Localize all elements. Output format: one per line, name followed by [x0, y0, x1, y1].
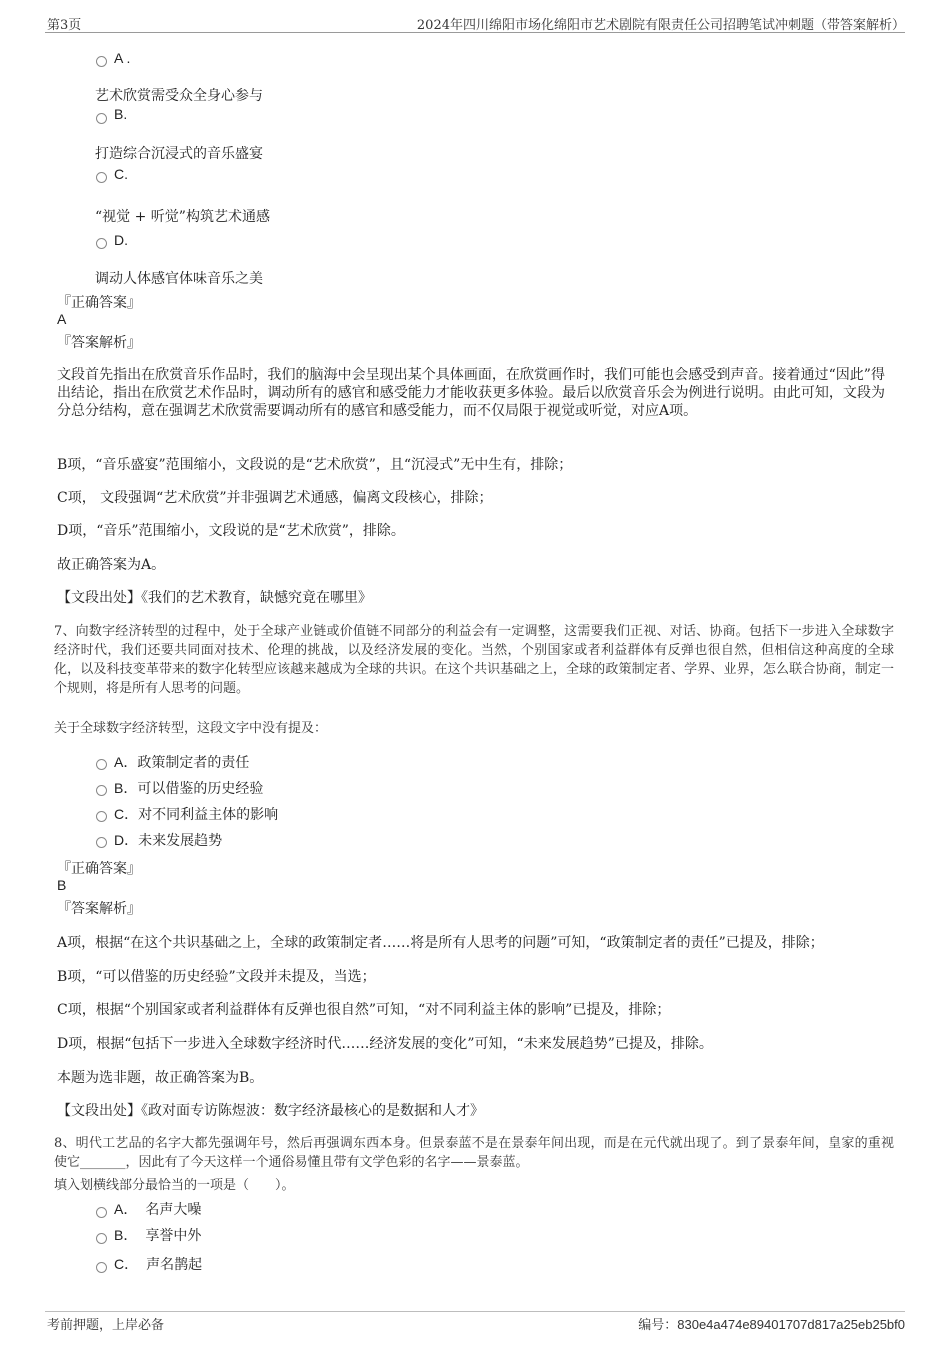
page-number: 第3页 [47, 18, 82, 33]
analysis-main: 文段首先指出在欣赏音乐作品时，我们的脑海中会呈现出某个具体画面，在欣赏画作时，我们可能也会感受到声音。接着通过“因此”得出结论，指出在欣赏艺术作品时，调动所有的感官和感受能力才能收获更多体验。最后以欣赏音乐会为例进行说明。由此可知，文段为分总分结构，意在强调艺术欣赏需要调动所有的感官和感受能力，而不仅局限于视觉或听觉，对应A项。 [57, 367, 885, 419]
option-c-text: “视觉 + 听觉”构筑艺术通感 [95, 209, 270, 225]
q7-analysis-label: 『答案解析』 [57, 901, 141, 917]
q8-option-c-radio[interactable] [96, 1262, 107, 1273]
correct-answer-value: A [57, 311, 67, 327]
document-code: 编号：830e4a474e89401707d817a25eb25bf0 [638, 1317, 905, 1333]
option-a-radio[interactable] [96, 56, 107, 67]
q7-passage-source: 【文段出处】《政对面专访陈煜波：数字经济最核心的是数据和人才》 [57, 1103, 484, 1119]
option-c-letter: C. [114, 166, 128, 182]
q7-option-c: C．对不同利益主体的影响 [114, 806, 279, 823]
correct-answer-label: 『正确答案』 [57, 295, 141, 311]
q7-analysis-option-a: A项，根据“在这个共识基础之上，全球的政策制定者……将是所有人思考的问题”可知，“政策制定者的责任”已提及，排除； [57, 935, 824, 951]
q8-option-b-radio[interactable] [96, 1233, 107, 1244]
q7-option-d: D．未来发展趋势 [114, 832, 223, 849]
option-a-letter: A . [114, 50, 131, 66]
analysis-label: 『答案解析』 [57, 335, 141, 351]
option-d-radio[interactable] [96, 238, 107, 249]
q7-correct-answer-label: 『正确答案』 [57, 861, 141, 877]
q7-option-d-radio[interactable] [96, 837, 107, 848]
option-d-text: 调动人体感官体味音乐之美 [95, 271, 263, 287]
question-7-prompt: 关于全球数字经济转型，这段文字中没有提及： [54, 721, 328, 736]
analysis-conclusion: 故正确答案为A。 [57, 557, 166, 573]
q7-analysis-conclusion: 本题为选非题，故正确答案为B。 [57, 1070, 264, 1086]
option-d-letter: D. [114, 232, 128, 248]
q8-option-c: C． 声名鹊起 [114, 1256, 203, 1273]
analysis-option-d: D项，“音乐”范围缩小，文段说的是“艺术欣赏”，排除。 [57, 523, 405, 539]
analysis-option-c: C项， 文段强调“艺术欣赏”并非强调艺术通感，偏离文段核心，排除； [57, 490, 493, 506]
footer-divider [45, 1311, 905, 1312]
analysis-option-b: B项，“音乐盛宴”范围缩小，文段说的是“艺术欣赏”，且“沉浸式”无中生有，排除； [57, 457, 573, 473]
passage-source: 【文段出处】《我们的艺术教育，缺憾究竟在哪里》 [57, 590, 372, 606]
q7-option-b: B．可以借鉴的历史经验 [114, 780, 264, 797]
q8-option-b: B． 享誉中外 [114, 1227, 202, 1244]
header-divider [45, 32, 905, 33]
question-8-prompt: 填入划横线部分最恰当的一项是（ ）。 [54, 1178, 295, 1193]
q7-analysis-option-b: B项，“可以借鉴的历史经验”文段并未提及，当选； [57, 969, 376, 985]
question-8-stem: 8、明代工艺品的名字大都先强调年号，然后再强调东西本身。但景泰蓝不是在景泰年间出现，而是在元代就出现了。到了景泰年间，皇家的重视使它_______，因此有了今天这样一个通俗易懂且带有文学色彩的名字——景泰蓝。 [54, 1136, 894, 1170]
option-c-radio[interactable] [96, 172, 107, 183]
document-title: 2024年四川绵阳市场化绵阳市艺术剧院有限责任公司招聘笔试冲刺题（带答案解析） [416, 18, 905, 33]
q8-option-a: A． 名声大噪 [114, 1201, 202, 1218]
option-b-radio[interactable] [96, 113, 107, 124]
q7-analysis-option-d: D项，根据“包括下一步进入全球数字经济时代……经济发展的变化”可知，“未来发展趋势”已提及，排除。 [57, 1036, 713, 1052]
q7-option-c-radio[interactable] [96, 811, 107, 822]
question-7-stem: 7、向数字经济转型的过程中，处于全球产业链或价值链不同部分的利益会有一定调整，这需要我们正视、对话、协商。包括下一步进入全球数字经济时代，我们还要共同面对技术、伦理的挑战，以及经济发展的变化。当然，个别国家或者利益群体有反弹也很自然，但相信这种高度的全球化，以及科技变革带来的数字化转型应该越来越成为全球的共识。在这个共识基础之上，全球的政策制定者、学界、业界，怎么联合协商，制定一个规则，将是所有人思考的问题。 [54, 624, 894, 696]
q7-option-a-radio[interactable] [96, 759, 107, 770]
q7-correct-answer-value: B [57, 877, 67, 893]
q8-option-a-radio[interactable] [96, 1207, 107, 1218]
option-b-letter: B. [114, 106, 128, 122]
option-a-text: 艺术欣赏需受众全身心参与 [95, 88, 263, 104]
q7-option-b-radio[interactable] [96, 785, 107, 796]
q7-option-a: A．政策制定者的责任 [114, 754, 250, 771]
q7-analysis-option-c: C项，根据“个别国家或者利益群体有反弹也很自然”可知，“对不同利益主体的影响”已提及，排除； [57, 1002, 671, 1018]
option-b-text: 打造综合沉浸式的音乐盛宴 [95, 146, 263, 162]
footer-slogan: 考前押题，上岸必备 [47, 1318, 165, 1333]
